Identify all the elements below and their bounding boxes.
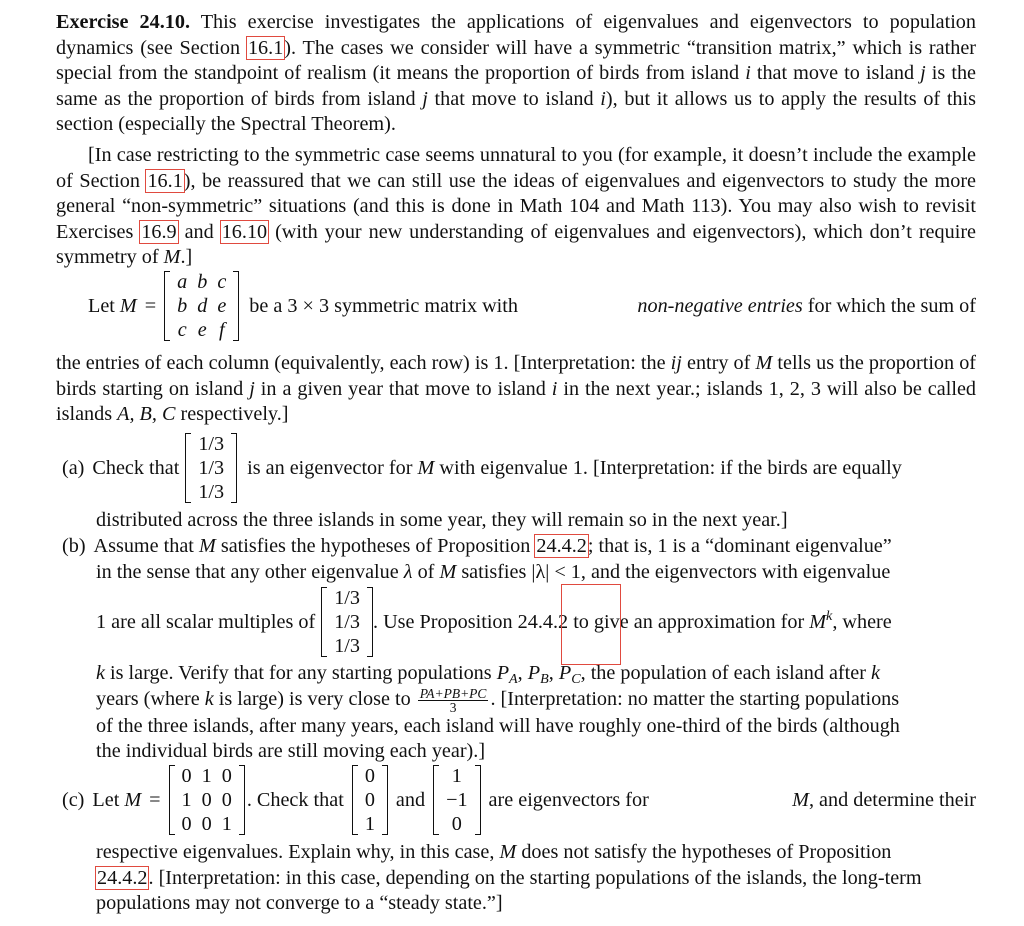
intro-text: This exercise investigates the applications of eigenvalues and eigenvectors to population dynamics (see Section xyxy=(56,11,976,59)
part-b-text: is large. Verify that for any starting populations xyxy=(104,662,497,684)
part-b-text: of the three islands, after many years, each island will have roughly one-third of the birds (although xyxy=(96,714,900,737)
proposition-ref-link[interactable]: 24.4.2 xyxy=(517,610,569,633)
aside-text: .] xyxy=(180,246,193,269)
exercise-label: Exercise 24.10. xyxy=(56,11,191,33)
math-var: λ xyxy=(403,560,413,583)
vector-entry: 1/3 xyxy=(334,587,360,609)
interp-text: respectively.] xyxy=(175,403,289,426)
part-a-text: with eigenvalue 1. [Interpretation: if the birds are equally xyxy=(434,456,902,479)
interp-text: the entries of each column (equivalently, each row) is 1. [Interpretation: the xyxy=(56,352,671,374)
matrix-entry: 1 xyxy=(201,765,212,787)
math-var: C xyxy=(571,671,581,688)
vector-entry: 0 xyxy=(364,789,375,811)
vector-entry: 1/3 xyxy=(198,433,225,455)
eigenvector-two xyxy=(433,764,480,836)
math-var: k xyxy=(870,662,880,684)
math-var: M xyxy=(755,352,773,374)
math-var: ij xyxy=(670,352,682,374)
exercise-ref-link[interactable]: 16.10 xyxy=(221,220,268,243)
math-var: k xyxy=(96,662,105,684)
let-matrix-row xyxy=(88,270,976,342)
aside-text: [In case restricting to the symmetric case seems unnatural to you (for example, it doesn’t include the example of Section xyxy=(56,144,976,192)
math-var: M xyxy=(499,841,517,863)
part-b-text: in the sense that any other eigenvalue xyxy=(96,560,404,583)
matrix-entry: 0 xyxy=(181,765,192,787)
part-c-text: = xyxy=(149,788,161,811)
matrix-entry: c xyxy=(217,271,227,293)
vector-entry: 0 xyxy=(364,765,375,787)
aside-text: and xyxy=(177,220,221,243)
part-b-text: to give an approximation for xyxy=(568,610,810,633)
matrix-entry: b xyxy=(177,295,188,317)
math-var: j xyxy=(249,377,255,400)
aside-text: (with your new understanding of eigenvalues and eigenvectors), which don’t require symmetry of xyxy=(56,220,976,269)
let-text: be a 3 × 3 symmetric matrix with xyxy=(249,294,518,317)
proposition-highlight-box xyxy=(561,584,621,665)
intro-paragraph xyxy=(56,10,976,138)
permutation-matrix xyxy=(169,764,245,836)
math-var: M xyxy=(198,535,216,557)
average-fraction xyxy=(418,687,489,714)
math-var: M xyxy=(809,610,827,633)
matrix-entry: 0 xyxy=(201,813,212,835)
interp-text: tells us the proportion of birds starting on island xyxy=(56,352,977,400)
part-a-text: Check that xyxy=(92,456,180,479)
part-b-continuation: k is large. Verify that for any starting populations $P_A$, $P_B$, $P_C$, the population of each island after k years (where k is large) is very close to $\frac{PA+PB+PC}{3}$ . [Interpretation: no matter the starting populations of the three islands, after many years, each island will have roughly one-third of the birds (although the individual birds are still moving each year).] xyxy=(96,661,976,765)
math-var: k xyxy=(204,687,214,710)
vector-entry: 1/3 xyxy=(334,635,360,657)
part-b-text: Assume that xyxy=(93,535,199,557)
matrix-entry: 0 xyxy=(221,765,232,787)
part-c-text: and xyxy=(395,788,426,811)
part-b-text: , where xyxy=(832,610,892,633)
uniform-vector xyxy=(185,432,237,504)
part-a-row xyxy=(62,432,976,504)
part-b-text: . [Interpretation: no matter the starting populations xyxy=(490,687,900,710)
intro-text: is the same as the proportion of birds from island xyxy=(56,62,976,110)
math-var: i xyxy=(745,62,751,85)
math-var: i xyxy=(600,87,606,110)
intro-text: that move to island xyxy=(427,87,601,110)
vector-entry: 1 xyxy=(451,765,462,787)
part-a-continuation xyxy=(96,508,976,534)
part-c-text: does not satisfy the hypotheses of Proposition xyxy=(516,841,892,863)
math-expr: |λ| < 1 xyxy=(531,560,581,583)
vector-entry: 1 xyxy=(364,813,375,835)
matrix-entry: 1 xyxy=(181,789,192,811)
part-b-block xyxy=(62,534,976,585)
part-b-text: , and the eigenvectors with eigenvalue xyxy=(580,560,891,583)
part-c-text: are eigenvectors for xyxy=(488,788,649,811)
vector-entry: −1 xyxy=(446,789,468,811)
math-var: M xyxy=(163,246,181,269)
vector-entry: 1/3 xyxy=(198,457,225,479)
let-text: Let xyxy=(88,294,115,317)
let-text: = xyxy=(144,294,157,317)
emphasis-text: non-negative entries xyxy=(637,294,803,317)
vector-entry: 1/3 xyxy=(198,481,225,503)
eigenvector-one xyxy=(352,764,388,836)
math-var: M xyxy=(792,788,809,811)
interp-text: entry of xyxy=(681,352,756,374)
intro-text: ), but it allows us to apply the results of this section (especially the Spectral Theorem). xyxy=(56,87,976,136)
interp-text: in the next year.; islands 1, 2, 3 will also be called islands xyxy=(56,377,977,426)
part-c-text: , and determine their xyxy=(808,788,976,811)
math-var: M xyxy=(124,788,142,811)
math-var: M xyxy=(119,294,137,317)
matrix-entry: 0 xyxy=(221,789,232,811)
part-b-text: satisfies the hypotheses of Proposition xyxy=(215,535,536,557)
interp-text: in a given year that move to island xyxy=(254,377,552,400)
part-c-row xyxy=(62,764,976,836)
part-b-text: satisfies xyxy=(456,560,532,583)
part-b-text: years (where xyxy=(96,687,205,710)
part-b-text: , the population of each island after xyxy=(580,662,871,684)
matrix-entry: f xyxy=(218,319,225,341)
part-b-text: is large) is very close to xyxy=(213,687,416,710)
matrix-entry: b xyxy=(197,271,208,293)
matrix-entry: 0 xyxy=(181,813,192,835)
part-b-text: . Use Proposition xyxy=(372,610,518,633)
part-b-vector-row xyxy=(96,586,976,658)
part-c-label: (c) xyxy=(62,788,85,811)
math-var: A xyxy=(509,671,518,688)
math-var: P xyxy=(558,662,572,684)
math-var: i xyxy=(551,377,558,400)
matrix-entry: 0 xyxy=(201,789,212,811)
intro-text: ). The cases we consider will have a symmetric “transition matrix,” which is rather special from the standpoint of realism (it means the proportion of birds from island xyxy=(56,36,976,85)
matrix-entry: d xyxy=(197,295,208,317)
proposition-ref-link[interactable]: 24.4.2 xyxy=(536,535,587,557)
part-c-text: Let xyxy=(92,788,120,811)
part-b-text: 1 are all scalar multiples of xyxy=(96,610,316,633)
matrix-entry: a xyxy=(177,271,188,293)
part-a-label: (a) xyxy=(62,456,85,479)
matrix-entry: 1 xyxy=(221,813,232,835)
part-b-text: ; that is, 1 is a “dominant eigenvalue” xyxy=(587,535,892,557)
matrix-entry: e xyxy=(197,319,207,341)
fraction-numerator: PA+PB+PC xyxy=(419,685,487,701)
math-var: M xyxy=(417,456,435,479)
math-var: j xyxy=(920,62,926,85)
aside-text: ), be reassured that we can still use the ideas of eigenvalues and eigenvectors to study the more general “non-symmetric” situations (and this is done in Math 104 and Math 113). You may also wish to revisit Exercises xyxy=(56,169,976,243)
math-var: k xyxy=(826,607,833,624)
matrix-entry: e xyxy=(217,295,227,317)
proposition-ref-link[interactable]: 24.4.2 xyxy=(97,866,148,889)
math-var: P xyxy=(496,662,510,684)
vector-entry: 0 xyxy=(451,813,462,835)
part-c-text: . Check that xyxy=(246,788,344,811)
section-ref-link[interactable]: 16.1 xyxy=(147,169,183,192)
math-var: M xyxy=(439,560,457,583)
part-c-continuation xyxy=(96,840,976,917)
intro-text: that move to island xyxy=(750,62,921,85)
aside-paragraph xyxy=(56,143,976,271)
part-c-text: . [Interpretation: in this case, depending on the starting populations of the islands, the long-term xyxy=(148,866,922,889)
transition-matrix xyxy=(164,270,239,342)
interpretation-paragraph xyxy=(56,351,976,428)
part-a-text: distributed across the three islands in some year, they will remain so in the next year.] xyxy=(96,509,788,531)
fraction-denominator: 3 xyxy=(449,699,457,715)
part-b-text: of xyxy=(412,560,440,583)
math-var: B xyxy=(540,671,549,688)
part-b-label: (b) xyxy=(62,535,86,557)
part-b-text: the individual birds are still moving each year).] xyxy=(96,740,486,763)
part-a-text: is an eigenvector for xyxy=(247,456,418,479)
let-text: for which the sum of xyxy=(802,294,976,317)
math-var: j xyxy=(422,87,428,110)
matrix-entry: c xyxy=(177,319,187,341)
part-c-text: populations may not converge to a “steady state.”] xyxy=(96,892,503,915)
uniform-vector xyxy=(321,586,373,658)
vector-entry: 1/3 xyxy=(334,611,360,633)
part-c-text: respective eigenvalues. Explain why, in this case, xyxy=(96,841,500,863)
math-var: A, B, C xyxy=(117,403,176,426)
section-ref-link[interactable]: 16.1 xyxy=(247,36,284,59)
math-var: P xyxy=(527,662,541,684)
exercise-ref-link[interactable]: 16.9 xyxy=(141,220,177,243)
